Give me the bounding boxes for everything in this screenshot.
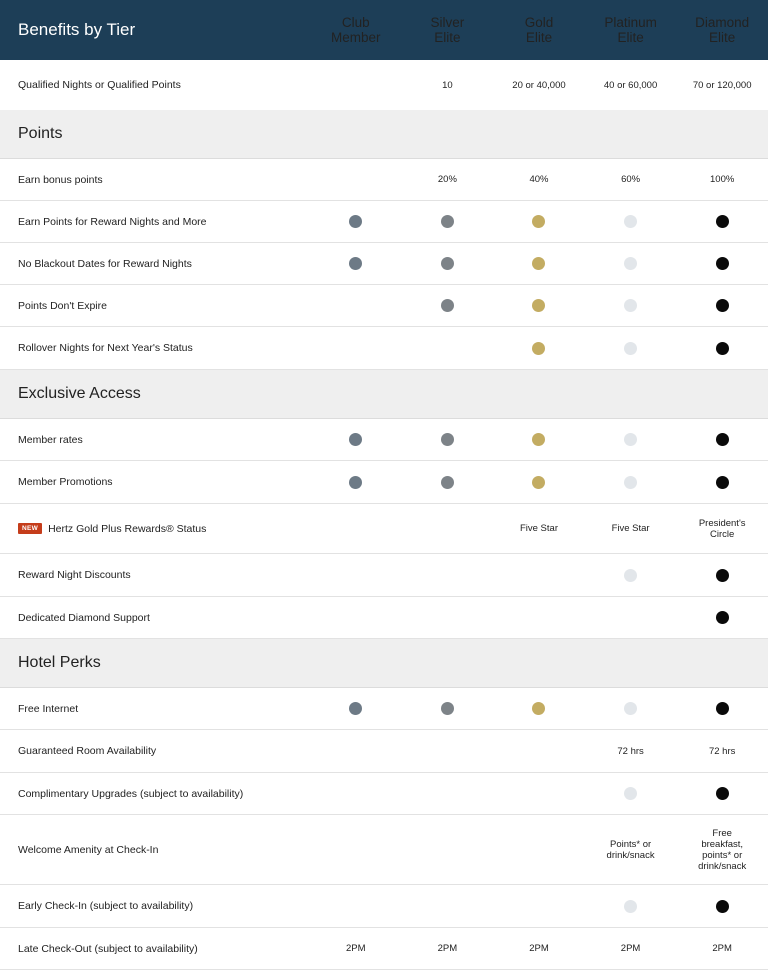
diamond-included-dot-icon: [716, 787, 729, 800]
table-header: [0, 0, 768, 60]
diamond-included-dot-icon: [716, 215, 729, 228]
cell-diamond: [676, 433, 768, 446]
benefit-label-text: Late Check-Out (subject to availability): [18, 942, 198, 955]
diamond-included-dot-icon: [716, 611, 729, 624]
cell-club: [310, 476, 402, 489]
benefit-row-points-don-t-expire: [0, 285, 768, 327]
cell-platinum: [585, 257, 677, 270]
benefit-label-text: Earn Points for Reward Nights and More: [18, 215, 207, 228]
cell-diamond: [676, 299, 768, 312]
cell-gold: [493, 476, 585, 489]
cell-gold: [493, 215, 585, 228]
benefit-label: [0, 943, 310, 955]
club-included-dot-icon: [349, 433, 362, 446]
cell-diamond: [676, 900, 768, 913]
benefit-label: [0, 174, 310, 186]
benefit-label-text: Earn bonus points: [18, 173, 103, 186]
tier-header-club: Club Member: [331, 15, 381, 45]
cell-diamond: President's Circle: [698, 517, 746, 540]
cell-gold: [493, 257, 585, 270]
benefit-label: [0, 258, 310, 270]
silver-included-dot-icon: [441, 702, 454, 715]
silver-included-dot-icon: [441, 433, 454, 446]
benefit-row-reward-night-discounts: [0, 554, 768, 597]
platinum-included-dot-icon: [624, 787, 637, 800]
benefit-label-text: Reward Night Discounts: [18, 569, 131, 581]
benefit-row-earn-bonus-points: [0, 159, 768, 201]
cell-gold: Five Star: [519, 523, 558, 534]
platinum-included-dot-icon: [624, 900, 637, 913]
silver-included-dot-icon: [441, 299, 454, 312]
cell-club: [310, 257, 402, 270]
cell-platinum: Points* or drink/snack: [606, 838, 655, 861]
benefit-sections: [0, 110, 768, 970]
benefit-label: [0, 844, 310, 856]
gold-included-dot-icon: [532, 257, 545, 270]
benefit-label-text: Early Check-In (subject to availability): [18, 900, 194, 912]
cell-platinum: [585, 569, 677, 582]
benefit-row-member-promotions: [0, 461, 768, 504]
benefit-label: [0, 612, 310, 624]
platinum-included-dot-icon: [624, 299, 637, 312]
cell-platinum: 2PM: [620, 943, 641, 954]
benefit-row-complimentary-upgrades-subject-to-availability: [0, 773, 768, 815]
benefit-row-rollover-nights-for-next-year-s-status: [0, 327, 768, 370]
platinum-included-dot-icon: [624, 433, 637, 446]
benefit-label-text: Points Don't Expire: [18, 299, 107, 312]
section-header-exclusive-access: [0, 370, 768, 419]
gold-included-dot-icon: [532, 342, 545, 355]
club-included-dot-icon: [349, 215, 362, 228]
benefit-row-dedicated-diamond-support: [0, 597, 768, 639]
gold-included-dot-icon: [532, 215, 545, 228]
benefit-row-free-internet: [0, 688, 768, 730]
platinum-included-dot-icon: [624, 702, 637, 715]
qualification-platinum: 40 or 60,000: [603, 79, 658, 91]
cell-gold: [493, 433, 585, 446]
cell-platinum: [585, 433, 677, 446]
qualification-row: [0, 60, 768, 110]
gold-included-dot-icon: [532, 702, 545, 715]
platinum-included-dot-icon: [624, 215, 637, 228]
club-included-dot-icon: [349, 476, 362, 489]
cell-gold: [493, 342, 585, 355]
cell-silver: 20%: [437, 174, 457, 185]
silver-included-dot-icon: [441, 257, 454, 270]
diamond-included-dot-icon: [716, 900, 729, 913]
cell-diamond: [676, 342, 768, 355]
diamond-included-dot-icon: [716, 476, 729, 489]
section-header-points: [0, 110, 768, 159]
cell-platinum: Five Star: [611, 523, 650, 534]
benefit-row-member-rates: [0, 419, 768, 461]
cell-platinum: [585, 787, 677, 800]
benefit-row-no-blackout-dates-for-reward-nights: [0, 243, 768, 285]
diamond-included-dot-icon: [716, 569, 729, 582]
cell-silver: [402, 215, 494, 228]
cell-silver: [402, 299, 494, 312]
cell-silver: [402, 476, 494, 489]
cell-diamond: 2PM: [712, 943, 732, 954]
cell-platinum: [585, 702, 677, 715]
table-title: Benefits by Tier: [18, 20, 136, 39]
club-included-dot-icon: [349, 702, 362, 715]
cell-platinum: [585, 215, 677, 228]
cell-gold: 40%: [529, 174, 549, 185]
cell-platinum: [585, 476, 677, 489]
silver-included-dot-icon: [441, 476, 454, 489]
benefit-label: [0, 788, 310, 800]
cell-gold: [493, 702, 585, 715]
qualification-diamond: 70 or 120,000: [692, 79, 752, 91]
cell-platinum: 72 hrs: [617, 745, 644, 757]
cell-diamond: [676, 611, 768, 624]
benefit-row-late-check-out-subject-to-availability: [0, 928, 768, 970]
benefit-row-early-check-in-subject-to-availability: [0, 885, 768, 928]
cell-diamond: [676, 702, 768, 715]
cell-silver: [402, 257, 494, 270]
new-badge: NEW: [18, 523, 42, 534]
benefit-label-text: Complimentary Upgrades (subject to availability): [18, 787, 244, 800]
tier-header-gold: Gold Elite: [524, 15, 554, 45]
diamond-included-dot-icon: [716, 257, 729, 270]
cell-diamond: [676, 476, 768, 489]
section-header-hotel-perks: [0, 639, 768, 688]
cell-diamond: 72 hrs: [708, 745, 736, 757]
cell-club: 2PM: [346, 943, 366, 954]
benefit-label-text: Welcome Amenity at Check-In: [18, 843, 159, 856]
gold-included-dot-icon: [532, 299, 545, 312]
benefit-label-text: Member Promotions: [18, 476, 113, 488]
cell-diamond: [676, 257, 768, 270]
tier-header-diamond: Diamond Elite: [695, 15, 750, 45]
gold-included-dot-icon: [532, 476, 545, 489]
platinum-included-dot-icon: [624, 342, 637, 355]
benefit-row-hertz-gold-plus-rewards-status: [0, 504, 768, 554]
benefit-label-text: Free Internet: [18, 702, 79, 715]
cell-silver: [402, 702, 494, 715]
cell-diamond: 100%: [710, 174, 735, 185]
benefit-row-welcome-amenity-at-check-in: [0, 815, 768, 885]
cell-gold: [493, 299, 585, 312]
benefit-label: [0, 216, 310, 228]
benefit-label-text: Guaranteed Room Availability: [18, 745, 157, 757]
benefit-label-text: Dedicated Diamond Support: [18, 611, 150, 624]
gold-included-dot-icon: [532, 433, 545, 446]
benefit-label: [0, 569, 310, 581]
cell-diamond: [676, 569, 768, 582]
cell-platinum: [585, 342, 677, 355]
cell-club: [310, 215, 402, 228]
qualification-gold: 20 or 40,000: [512, 79, 566, 91]
benefit-label: [0, 300, 310, 312]
cell-diamond: Free breakfast, points* or drink/snack: [698, 827, 747, 872]
benefit-label: [0, 476, 310, 488]
qualification-label: Qualified Nights or Qualified Points: [18, 79, 181, 91]
benefit-label: [0, 434, 310, 446]
benefit-label: [0, 745, 310, 757]
section-title: Hotel Perks: [18, 654, 101, 671]
diamond-included-dot-icon: [716, 433, 729, 446]
cell-silver: [402, 433, 494, 446]
cell-platinum: [585, 900, 677, 913]
diamond-included-dot-icon: [716, 299, 729, 312]
diamond-included-dot-icon: [716, 702, 729, 715]
cell-club: [310, 433, 402, 446]
section-title: Exclusive Access: [18, 385, 141, 402]
cell-silver: 2PM: [437, 943, 458, 954]
qualification-silver: 10: [442, 79, 453, 91]
cell-club: [310, 702, 402, 715]
cell-diamond: [676, 215, 768, 228]
benefit-label: [0, 900, 310, 912]
platinum-included-dot-icon: [624, 569, 637, 582]
benefit-label-text: Member rates: [18, 433, 83, 446]
benefit-label-text: No Blackout Dates for Reward Nights: [18, 257, 192, 270]
cell-diamond: [676, 787, 768, 800]
benefit-label: [0, 342, 310, 354]
club-included-dot-icon: [349, 257, 362, 270]
benefit-row-earn-points-for-reward-nights-and-more: [0, 201, 768, 243]
benefit-label-text: Rollover Nights for Next Year's Status: [18, 342, 193, 354]
platinum-included-dot-icon: [624, 476, 637, 489]
benefit-label: [0, 523, 310, 535]
cell-platinum: [585, 299, 677, 312]
benefit-label-text: Hertz Gold Plus Rewards® Status: [48, 522, 207, 535]
diamond-included-dot-icon: [716, 342, 729, 355]
benefit-label: [0, 703, 310, 715]
benefit-row-guaranteed-room-availability: [0, 730, 768, 773]
section-title: Points: [18, 125, 63, 142]
cell-gold: 2PM: [529, 943, 549, 954]
tier-header-platinum: Platinum Elite: [604, 15, 657, 45]
tier-header-silver: Silver Elite: [430, 15, 465, 45]
cell-platinum: 60%: [621, 174, 641, 185]
silver-included-dot-icon: [441, 215, 454, 228]
platinum-included-dot-icon: [624, 257, 637, 270]
